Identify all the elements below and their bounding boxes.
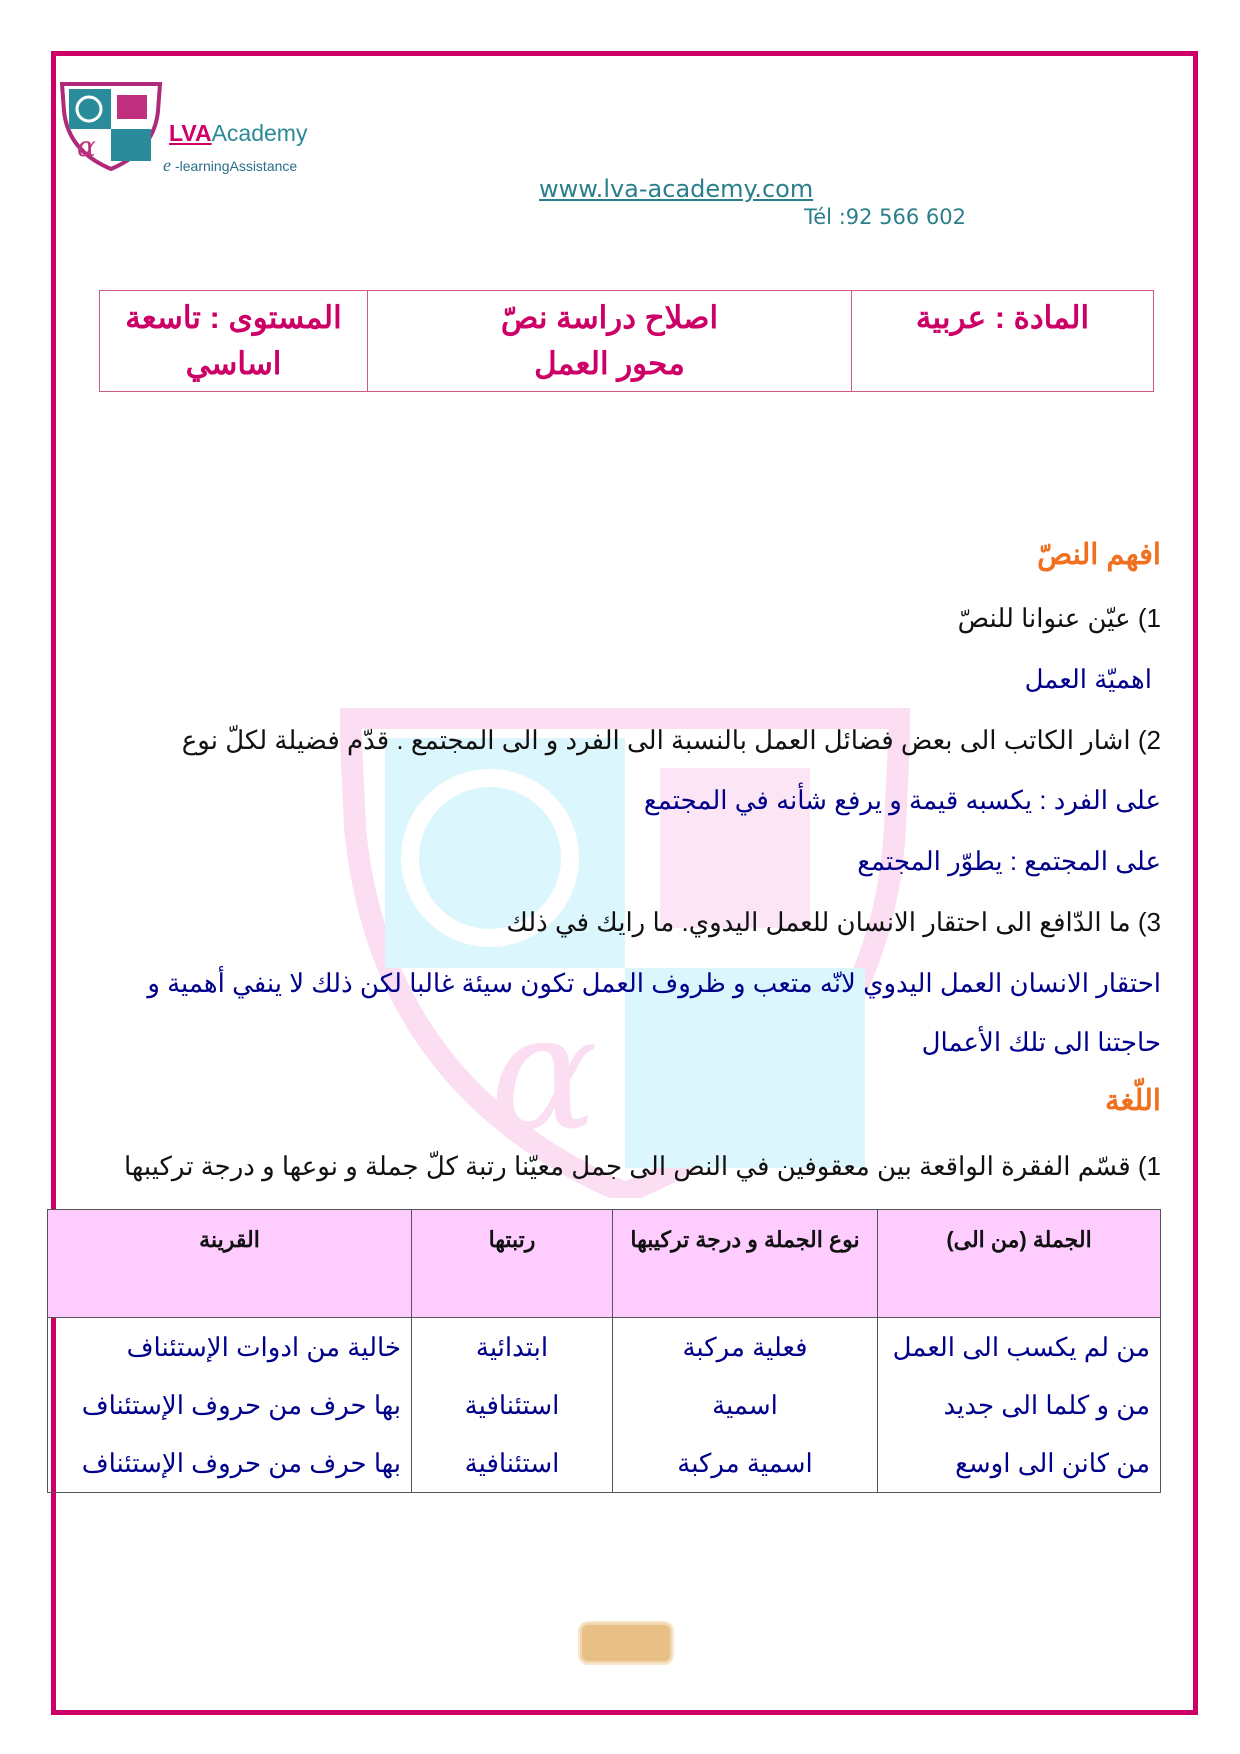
title-table xyxy=(99,290,1154,392)
question-1: 1) عيّن عنوانا للنصّ xyxy=(957,603,1161,633)
answer-1: اهميّة العمل xyxy=(1024,664,1152,694)
column-header: القرينة xyxy=(48,1210,412,1318)
lva-academy-logo xyxy=(59,81,163,171)
answer-2-society: على المجتمع : يطوّر المجتمع xyxy=(857,846,1161,876)
section-heading-comprehension: افهم النصّ xyxy=(1037,539,1161,571)
table-cell: بها حرف من حروف الإستئناف xyxy=(48,1434,412,1493)
brand-name xyxy=(169,120,307,147)
svg-text:α: α xyxy=(77,130,96,163)
table-cell: من لم يكسب الى العمل xyxy=(878,1318,1161,1377)
question-2: 2) اشار الكاتب الى بعض فضائل العمل بالنسبة الى الفرد و الى المجتمع . قدّم فضيلة لكلّ نوع xyxy=(181,725,1161,755)
tagline-e: e xyxy=(163,155,171,175)
table-cell: خالية من ادوات الإستئناف xyxy=(48,1318,412,1377)
lesson-title-cell xyxy=(368,291,852,392)
svg-text:α: α xyxy=(490,979,599,1166)
table-cell: اسمية xyxy=(613,1376,878,1434)
level-cell xyxy=(100,291,368,392)
level-label: المستوى : تاسعة xyxy=(125,300,342,335)
table-cell: بها حرف من حروف الإستئناف xyxy=(48,1376,412,1434)
table-cell: فعلية مركبة xyxy=(613,1318,878,1377)
subject-cell xyxy=(852,291,1154,392)
website-link[interactable]: www.lva-academy.com xyxy=(539,175,814,203)
answer-2-individual: على الفرد : يكسبه قيمة و يرفع شأنه في المجتمع xyxy=(643,785,1161,815)
tagline-text: -learningAssistance xyxy=(175,158,298,174)
brand-lva: LVA xyxy=(169,120,212,146)
answer-3-line1: احتقار الانسان العمل اليدوي لانّه متعب و ظروف العمل تكون سيئة غالبا لكن ذلك لا ينفي أهمية و xyxy=(147,968,1161,998)
column-header: الجملة (من الى) xyxy=(878,1210,1161,1318)
table-cell: ابتدائية xyxy=(412,1318,613,1377)
table-row xyxy=(48,1434,1161,1493)
table-cell: اسمية مركبة xyxy=(613,1434,878,1493)
table-row xyxy=(48,1318,1161,1377)
lesson-title: اصلاح دراسة نصّ xyxy=(500,300,719,335)
question-3: 3) ما الدّافع الى احتقار الانسان للعمل اليدوي. ما رايك في ذلك xyxy=(506,907,1161,937)
table-header-row xyxy=(48,1210,1161,1318)
watermark-shield-logo xyxy=(340,708,910,1198)
answer-3-line2: حاجتنا الى تلك الأعمال xyxy=(921,1027,1161,1057)
brand-academy: Academy xyxy=(211,120,308,146)
table-cell: استئنافية xyxy=(412,1376,613,1434)
language-question-1: 1) قسّم الفقرة الواقعة بين معقوفين في النص الى جمل معيّنا رتبة كلّ جملة و نوعها و درجة تركيبها xyxy=(123,1151,1161,1181)
level-value: اساسي xyxy=(185,346,282,381)
subject-label: المادة : عربية xyxy=(915,300,1090,335)
table-row xyxy=(48,1376,1161,1434)
section-heading-language: اللّغة xyxy=(1104,1085,1161,1117)
column-header: رتبتها xyxy=(412,1210,613,1318)
table-cell: من كانن الى اوسع xyxy=(878,1434,1161,1493)
page-number-badge xyxy=(580,1623,672,1663)
brand-tagline xyxy=(163,155,297,176)
table-cell: من و كلما الى جديد xyxy=(878,1376,1161,1434)
sentence-analysis-table xyxy=(47,1209,1161,1493)
table-cell: استئنافية xyxy=(412,1434,613,1493)
column-header: نوع الجملة و درجة تركيبها xyxy=(613,1210,878,1318)
phone-number: Tél :92 566 602 xyxy=(804,205,967,229)
lesson-theme: محور العمل xyxy=(534,346,685,381)
